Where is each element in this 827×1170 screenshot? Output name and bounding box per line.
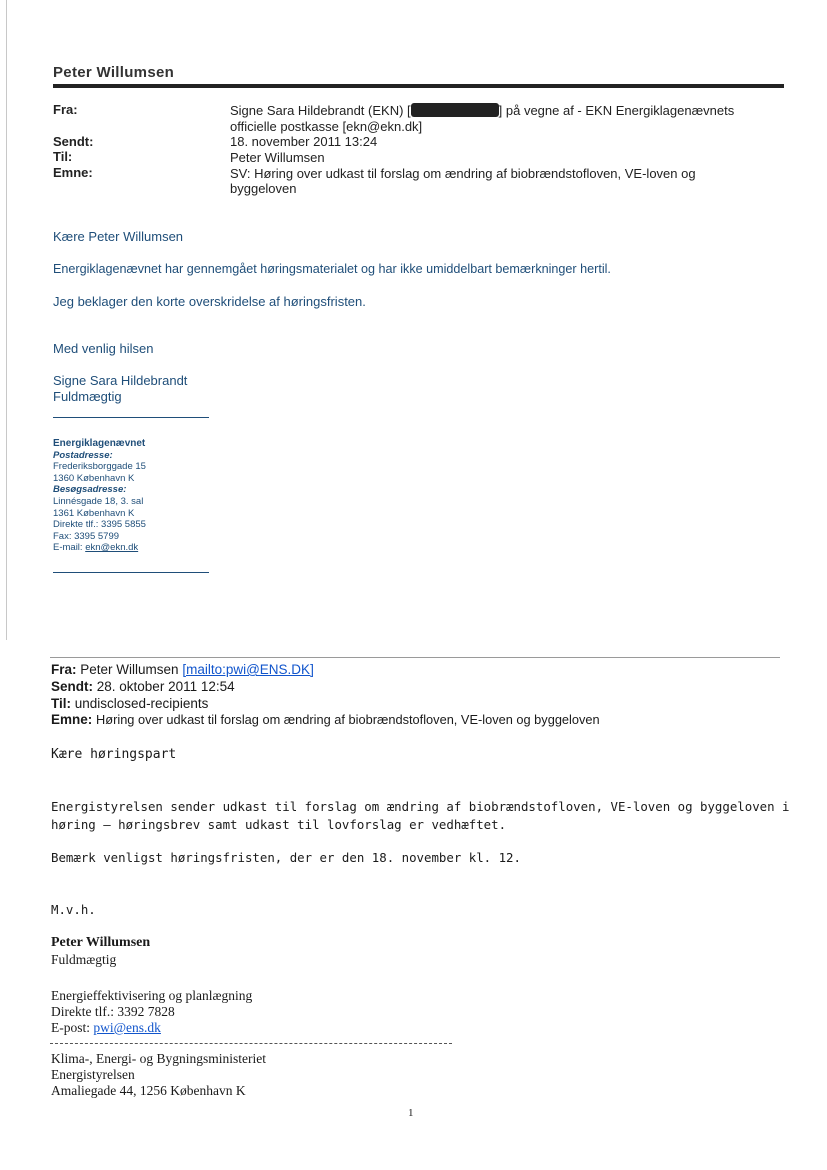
email2-ministry: Klima-, Energi- og Bygningsministeriet	[51, 1051, 266, 1066]
signature-rule-bottom	[53, 572, 209, 573]
visiting-address-line1: Linnésgade 18, 3. sal	[53, 495, 144, 507]
from-value-line2: officielle postkasse [ekn@ekn.dk]	[230, 119, 423, 134]
org-phone: Direkte tlf.: 3395 5855	[53, 519, 146, 531]
sent-label: Sendt:	[53, 134, 94, 149]
email2-from-line	[51, 662, 314, 677]
email2-closing: M.v.h.	[51, 902, 96, 917]
page-number: 1	[408, 1107, 414, 1119]
org-name: Energiklagenævnet	[53, 438, 146, 449]
signature-rule-top	[53, 417, 209, 418]
subject-value: Høring over udkast til forslag om ændring af biobrændstofloven, VE-loven og byggeloven	[96, 712, 600, 727]
email2-body-1-line2: høring – høringsbrev samt udkast til lovforslag er vedhæftet.	[51, 817, 507, 832]
owner-header-rule	[53, 84, 784, 88]
postal-address-line2: 1360 København K	[53, 472, 135, 484]
to-value: Peter Willumsen	[230, 150, 325, 165]
email2-address: Amaliegade 44, 1256 København K	[51, 1083, 246, 1098]
org-signature-block	[53, 438, 253, 554]
redacted-email	[411, 103, 499, 117]
subject-label: Emne:	[53, 165, 93, 180]
from-value	[230, 103, 790, 119]
email2-email-line: E-post: pwi@ens.dk	[51, 1020, 161, 1035]
email2-phone: Direkte tlf.: 3392 7828	[51, 1004, 175, 1019]
sent-value: 28. oktober 2011 12:54	[96, 679, 235, 694]
from-mailto-link[interactable]: [mailto:pwi@ENS.DK]	[182, 662, 314, 677]
email1-body-1: Energiklagenævnet har gennemgået høringsmaterialet og har ikke umiddelbart bemærkninger hertil.	[53, 262, 611, 276]
subject-label: Emne:	[51, 712, 93, 727]
email2-sent-line	[51, 679, 235, 694]
org-email-line: E-mail: ekn@ekn.dk	[53, 542, 139, 554]
email1-body-2: Jeg beklager den korte overskridelse af høringsfristen.	[53, 294, 366, 309]
from-name: Signe Sara Hildebrandt (EKN) [	[230, 103, 411, 118]
from-name: Peter Willumsen	[80, 662, 179, 677]
to-label: Til:	[53, 149, 73, 164]
email1-closing: Med venlig hilsen	[53, 341, 154, 356]
visiting-address-line2: 1361 København K	[53, 507, 135, 519]
org-email-link[interactable]: ekn@ekn.dk	[85, 542, 139, 554]
email1-greeting: Kære Peter Willumsen	[53, 229, 184, 244]
scan-edge-line	[6, 0, 7, 640]
to-value: undisclosed-recipients	[74, 696, 209, 711]
visiting-address-label: Besøgsadresse:	[53, 484, 127, 496]
email2-signer-title: Fuldmægtig	[51, 952, 117, 967]
email1-signer-title: Fuldmægtig	[53, 389, 122, 404]
from-label: Fra:	[53, 102, 78, 117]
email2-subject-line	[51, 712, 600, 727]
email1-signer-name: Signe Sara Hildebrandt	[53, 373, 188, 388]
sent-label: Sendt:	[51, 679, 93, 694]
email2-body-2: Bemærk venligst høringsfristen, der er den 18. november kl. 12.	[51, 850, 521, 865]
from-rest: ] på vegne af - EKN Energiklagenævnets	[498, 103, 735, 118]
subject-value-line2: byggeloven	[230, 181, 297, 196]
org-fax: Fax: 3395 5799	[53, 530, 120, 542]
postal-address-label: Postadresse:	[53, 449, 113, 461]
subject-value-line1: SV: Høring over udkast til forslag om ændring af biobrændstofloven, VE-loven og	[230, 166, 696, 181]
sent-value: 18. november 2011 13:24	[230, 134, 378, 149]
email2-body-1-line1: Energistyrelsen sender udkast til forslag om ændring af biobrændstofloven, VE-loven og byggeloven i	[51, 799, 790, 814]
email2-email-link[interactable]: pwi@ens.dk	[93, 1020, 161, 1035]
mailbox-owner-name: Peter Willumsen	[53, 64, 175, 81]
email2-signer-name: Peter Willumsen	[51, 935, 151, 950]
email2-department: Energieffektivisering og planlægning	[51, 988, 253, 1003]
email-separator	[50, 657, 780, 658]
from-label: Fra:	[51, 662, 77, 677]
to-label: Til:	[51, 696, 71, 711]
email2-agency: Energistyrelsen	[51, 1067, 135, 1082]
postal-address-line1: Frederiksborggade 15	[53, 461, 146, 473]
email2-to-line	[51, 696, 208, 711]
email2-greeting: Kære høringspart	[51, 747, 177, 762]
email2-signature-divider	[50, 1043, 452, 1044]
